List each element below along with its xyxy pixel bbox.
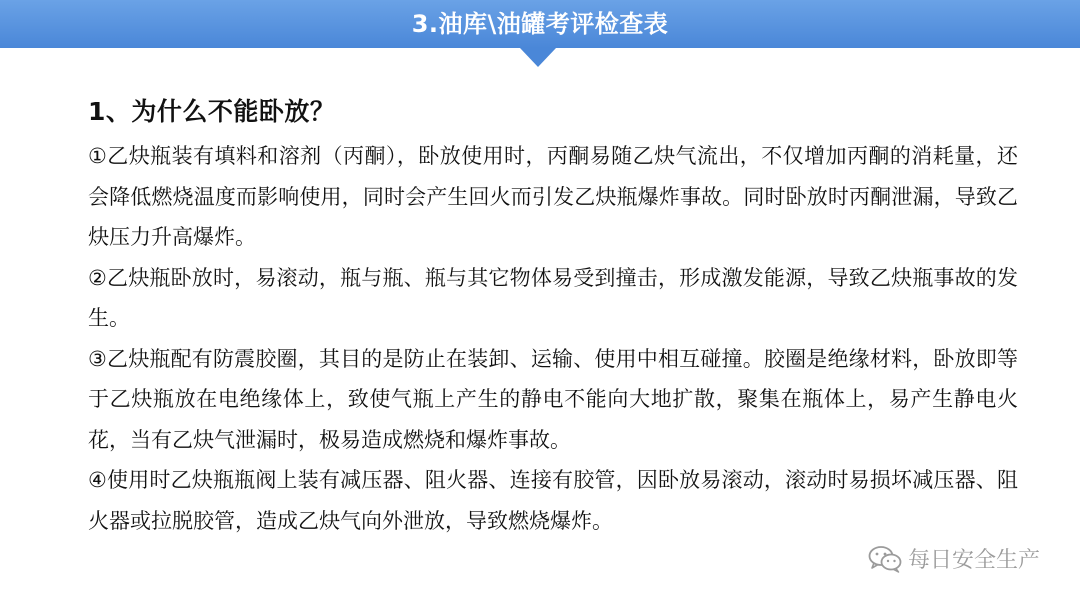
banner-pointer [520, 48, 556, 67]
title-banner [0, 0, 1080, 48]
paragraph-1: ①乙炔瓶装有填料和溶剂（丙酮），卧放使用时，丙酮易随乙炔气流出，不仅增加丙酮的消耗量，还会降低燃烧温度而影响使用，同时会产生回火而引发乙炔瓶爆炸事故。同时卧放时丙酮泄漏，导致乙炔压力升高爆炸。 [88, 144, 1018, 249]
watermark-text: 每日安全生产 [907, 548, 1040, 573]
watermark [868, 543, 1040, 574]
wechat-icon [868, 545, 902, 573]
paragraph-2: ②乙炔瓶卧放时，易滚动，瓶与瓶、瓶与其它物体易受到撞击，形成激发能源，导致乙炔瓶事故的发生。 [88, 265, 1018, 330]
paragraph-4: ④使用时乙炔瓶瓶阀上装有减压器、阻火器、连接有胶管，因卧放易滚动，滚动时易损坏减压器、阻火器或拉脱胶管，造成乙炔气向外泄放，导致燃烧爆炸。 [88, 468, 1018, 533]
page-title: 3.油库\油罐考评检查表 [411, 10, 669, 38]
main-content [88, 94, 1018, 541]
section-heading: 1、为什么不能卧放？ [88, 97, 336, 126]
paragraph-3: ③乙炔瓶配有防震胶圈，其目的是防止在装卸、运输、使用中相互碰撞。胶圈是绝缘材料，卧放即等于乙炔瓶放在电绝缘体上，致使气瓶上产生的静电不能向大地扩散，聚集在瓶体上，易产生静电火花，当有乙炔气泄漏时，极易造成燃烧和爆炸事故。 [88, 346, 1018, 452]
